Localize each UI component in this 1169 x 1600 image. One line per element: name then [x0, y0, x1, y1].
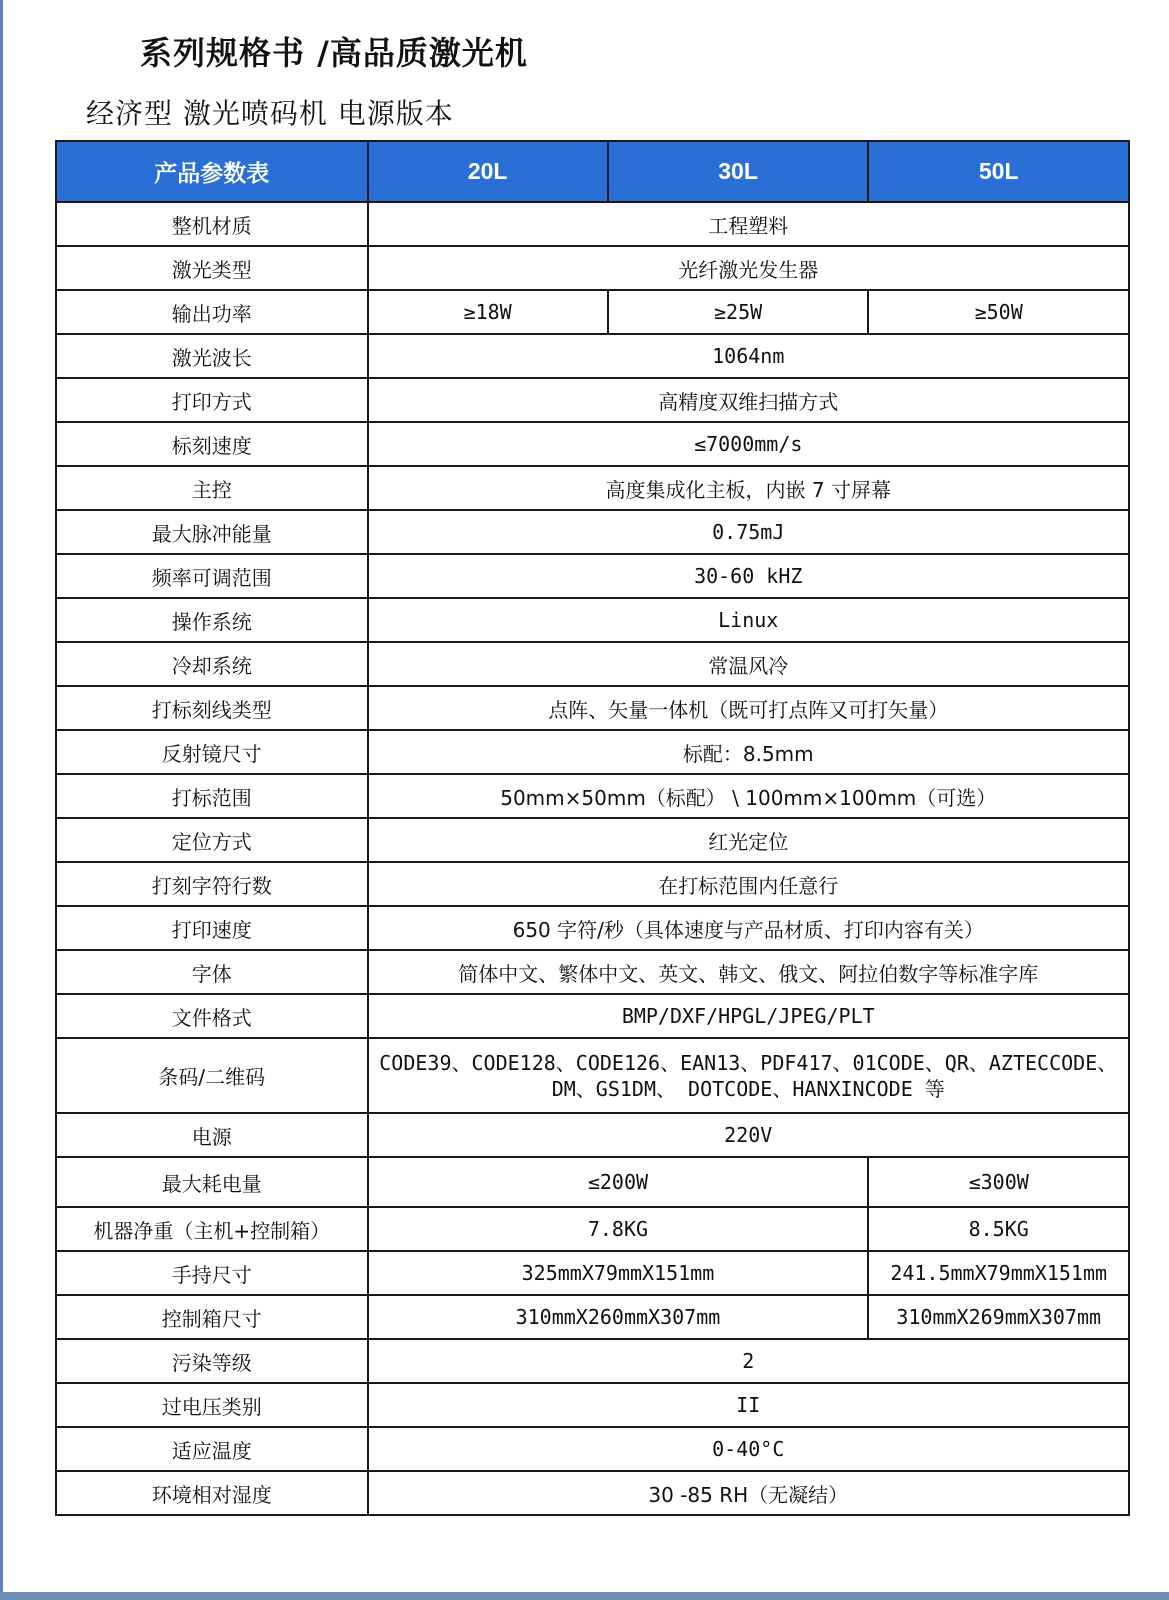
- table-row: [56, 334, 1129, 378]
- row-label: 主控: [56, 466, 368, 510]
- header-model-20l: 20L: [368, 141, 608, 202]
- row-label: 文件格式: [56, 994, 368, 1038]
- table-row: [56, 774, 1129, 818]
- table-row: [56, 246, 1129, 290]
- row-label: 激光类型: [56, 246, 368, 290]
- table-row: [56, 1383, 1129, 1427]
- row-value: 30-60 kHZ: [368, 554, 1129, 598]
- table-row: [56, 1038, 1129, 1113]
- row-value-20l: ≥18W: [368, 290, 608, 334]
- row-label: 打印速度: [56, 906, 368, 950]
- row-value: ≤7000mm/s: [368, 422, 1129, 466]
- table-row: [56, 290, 1129, 334]
- table-row: [56, 1207, 1129, 1251]
- table-row: [56, 554, 1129, 598]
- spec-table: [55, 140, 1130, 1516]
- row-label: 反射镜尺寸: [56, 730, 368, 774]
- row-label: 最大脉冲能量: [56, 510, 368, 554]
- row-value-50l: ≤300W: [868, 1157, 1129, 1207]
- table-row: [56, 906, 1129, 950]
- barcode-line-2: DM、GS1DM、 DOTCODE、HANXINCODE 等: [551, 1076, 945, 1101]
- row-value-50l: 310mmX269mmX307mm: [868, 1295, 1129, 1339]
- row-value-50l: 8.5KG: [868, 1207, 1129, 1251]
- barcode-line-1: CODE39、CODE128、CODE126、EAN13、PDF417、01CODE、QR、AZTECCODE、: [379, 1050, 1118, 1075]
- table-row: [56, 730, 1129, 774]
- row-label: 字体: [56, 950, 368, 994]
- table-row: [56, 598, 1129, 642]
- row-label: 打刻字符行数: [56, 862, 368, 906]
- row-value: 点阵、矢量一体机（既可打点阵又可打矢量）: [368, 686, 1129, 730]
- table-row: [56, 1339, 1129, 1383]
- row-label: 手持尺寸: [56, 1251, 368, 1295]
- row-value: 高精度双维扫描方式: [368, 378, 1129, 422]
- row-value-50l: 241.5mmX79mmX151mm: [868, 1251, 1129, 1295]
- table-row: [56, 202, 1129, 246]
- row-value: 常温风冷: [368, 642, 1129, 686]
- table-row: [56, 1113, 1129, 1157]
- row-label: 打印方式: [56, 378, 368, 422]
- row-value: II: [368, 1383, 1129, 1427]
- row-value: 高度集成化主板，内嵌 7 寸屏幕: [368, 466, 1129, 510]
- page-title: 系列规格书 /高品质激光机: [140, 34, 528, 72]
- table-row: [56, 1251, 1129, 1295]
- page-subtitle: 经济型 激光喷码机 电源版本: [86, 97, 454, 130]
- table-row: [56, 1471, 1129, 1515]
- row-label: 打标刻线类型: [56, 686, 368, 730]
- page-bottom-border: [0, 1592, 1169, 1600]
- row-value: 工程塑料: [368, 202, 1129, 246]
- row-value: Linux: [368, 598, 1129, 642]
- table-row: [56, 1295, 1129, 1339]
- row-label: 操作系统: [56, 598, 368, 642]
- row-label: 定位方式: [56, 818, 368, 862]
- row-label: 控制箱尺寸: [56, 1295, 368, 1339]
- row-label: 输出功率: [56, 290, 368, 334]
- row-label: 适应温度: [56, 1427, 368, 1471]
- row-value: 220V: [368, 1113, 1129, 1157]
- table-header-row: [56, 141, 1129, 202]
- row-value: BMP/DXF/HPGL/JPEG/PLT: [368, 994, 1129, 1038]
- table-row: [56, 642, 1129, 686]
- row-value: 在打标范围内任意行: [368, 862, 1129, 906]
- row-label: 整机材质: [56, 202, 368, 246]
- row-value: 2: [368, 1339, 1129, 1383]
- row-label: 污染等级: [56, 1339, 368, 1383]
- row-value-20l-30l: ≤200W: [368, 1157, 869, 1207]
- row-label: 频率可调范围: [56, 554, 368, 598]
- row-label: 冷却系统: [56, 642, 368, 686]
- header-model-30l: 30L: [608, 141, 869, 202]
- page-left-border: [0, 0, 3, 1600]
- table-row: [56, 818, 1129, 862]
- table-row: [56, 950, 1129, 994]
- row-value-50l: ≥50W: [868, 290, 1129, 334]
- row-value: 1064nm: [368, 334, 1129, 378]
- table-row: [56, 862, 1129, 906]
- table-row: [56, 1427, 1129, 1471]
- table-row: [56, 994, 1129, 1038]
- row-value: 标配：8.5mm: [368, 730, 1129, 774]
- table-row: [56, 1157, 1129, 1207]
- row-label: 电源: [56, 1113, 368, 1157]
- row-value: 0-40°C: [368, 1427, 1129, 1471]
- row-label: 过电压类别: [56, 1383, 368, 1427]
- row-value: 30 -85 RH（无凝结）: [368, 1471, 1129, 1515]
- header-param: 产品参数表: [56, 141, 368, 202]
- table-row: [56, 686, 1129, 730]
- row-label: 最大耗电量: [56, 1157, 368, 1207]
- header-model-50l: 50L: [868, 141, 1129, 202]
- row-label: 条码/二维码: [56, 1038, 368, 1113]
- table-row: [56, 466, 1129, 510]
- row-value-20l-30l: 7.8KG: [368, 1207, 869, 1251]
- row-value: 650 字符/秒（具体速度与产品材质、打印内容有关）: [368, 906, 1129, 950]
- table-row: [56, 378, 1129, 422]
- row-label: 标刻速度: [56, 422, 368, 466]
- table-row: [56, 422, 1129, 466]
- row-value: 红光定位: [368, 818, 1129, 862]
- row-value-30l: ≥25W: [608, 290, 869, 334]
- row-label: 激光波长: [56, 334, 368, 378]
- row-value: [368, 1038, 1129, 1113]
- row-value-20l-30l: 325mmX79mmX151mm: [368, 1251, 869, 1295]
- row-value: 0.75mJ: [368, 510, 1129, 554]
- row-label: 机器净重（主机+控制箱）: [56, 1207, 368, 1251]
- table-row: [56, 510, 1129, 554]
- row-value: 光纤激光发生器: [368, 246, 1129, 290]
- row-label: 打标范围: [56, 774, 368, 818]
- row-label: 环境相对湿度: [56, 1471, 368, 1515]
- row-value-20l-30l: 310mmX260mmX307mm: [368, 1295, 869, 1339]
- row-value: 50mm×50mm（标配） \ 100mm×100mm（可选）: [368, 774, 1129, 818]
- row-value: 简体中文、繁体中文、英文、韩文、俄文、阿拉伯数字等标准字库: [368, 950, 1129, 994]
